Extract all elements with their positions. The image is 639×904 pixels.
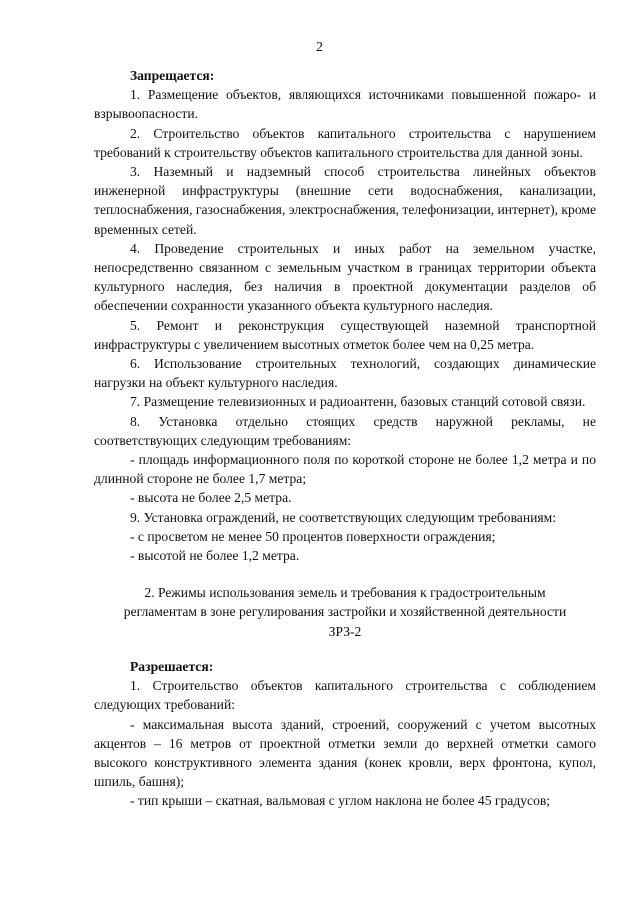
paragraph: 2. Строительство объектов капитального строительства с нарушением требований к строительству объектов капитального строительства для данной зоны. [94,125,596,160]
list-item: - с просветом не менее 50 процентов поверхности ограждения; [130,528,496,544]
document-body [94,66,596,811]
paragraph: 8. Установка отдельно стоящих средств наружной рекламы, не соответствующих следующим требованиям: [94,413,596,448]
section2-heading: Разрешается: [130,658,214,674]
list-item: - высотой не более 1,2 метра. [130,548,300,564]
section2-title-line: регламентам в зоне регулирования застройки и хозяйственной деятельности [123,604,567,620]
paragraph: 4. Проведение строительных и иных работ на земельном участке, непосредственно связанном с земельным участком в границах территории объекта культурного наследия, без наличия в проектной документации разделов об обеспечении сохранности указанного объекта культурного наследия. [94,240,596,314]
section2-title-line: 2. Режимы использования земель и требования к градостроительным [144,585,546,601]
paragraph: 7. Размещение телевизионных и радиоантенн, базовых станций сотовой связи. [130,394,586,410]
section2-title-line: ЗРЗ-2 [328,623,362,639]
list-item: - тип крыши – скатная, вальмовая с углом наклона не более 45 градусов; [130,793,551,809]
section2-title [94,583,596,641]
paragraph: 5. Ремонт и реконструкция существующей наземной транспортной инфраструктуры с увеличением высотных отметок более чем на 0,25 метра. [94,317,596,352]
paragraph: 6. Использование строительных технологий, создающих динамические нагрузки на объект культурного наследия. [94,356,596,391]
list-item: - высота не более 2,5 метра. [130,490,292,506]
paragraph: 1. Размещение объектов, являющихся источниками повышенной пожаро- и взрывоопасности. [94,87,596,122]
page-number: 2 [316,40,323,55]
list-item: - максимальная высота зданий, строений, сооружений с учетом высотных акцентов – 16 метров от проектной отметки земли до верхней отметки самого высокого конструктивного элемента здания (конек кровли, верх фронтона, купол, шпиль, башня); [94,716,596,790]
paragraph: 9. Установка ограждений, не соответствующих следующим требованиям: [130,509,557,525]
paragraph: 3. Наземный и надземный способ строительства линейных объектов инженерной инфраструктуры (внешние сети водоснабжения, канализации, теплоснабжения, газоснабжения, электроснабжения, телефонизации, интернет), кроме временных сетей. [94,164,596,237]
paragraph: 1. Строительство объектов капитального строительства с соблюдением следующих требований: [94,678,596,713]
section1-heading: Запрещается: [130,68,215,83]
list-item: - площадь информационного поля по короткой стороне не более 1,2 метра и по длинной стороне не более 1,7 метра; [94,452,596,487]
